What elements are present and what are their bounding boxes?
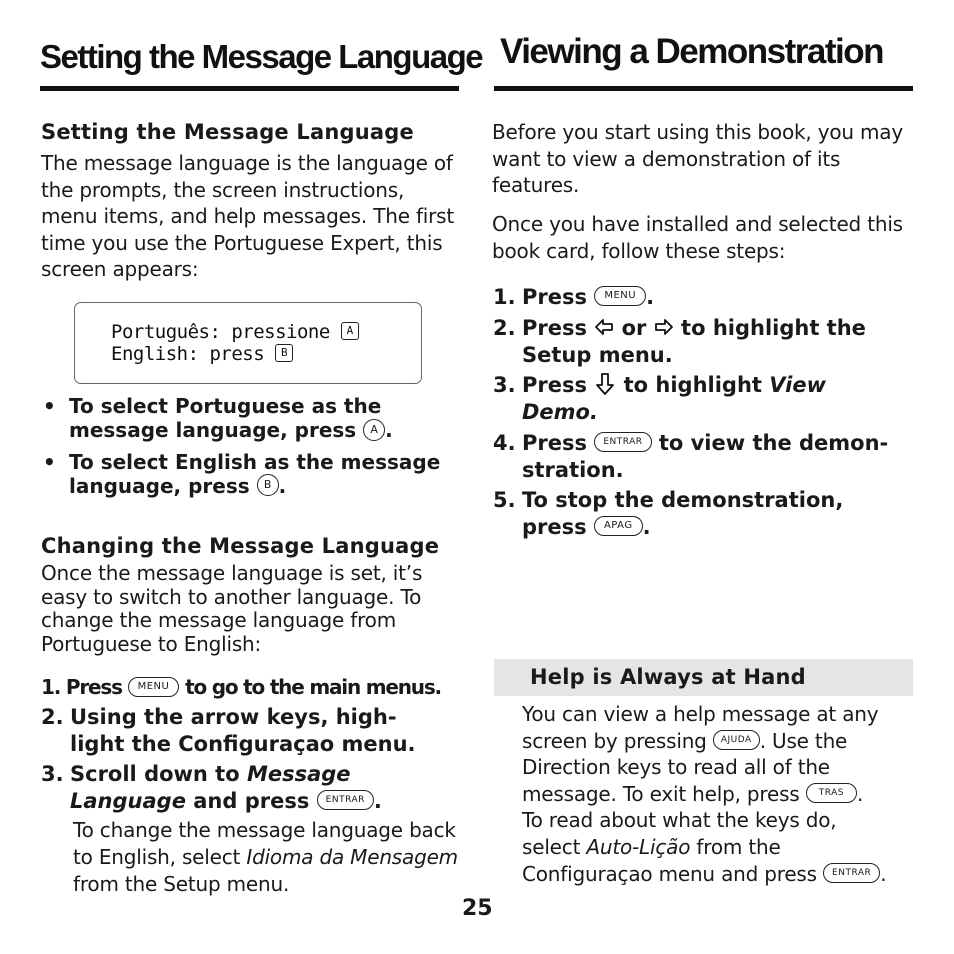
demo-step-4-post: to view the demon- (658, 431, 889, 455)
help-line-3: Direction keys to read all of the (522, 755, 830, 780)
key-a-icon: A (363, 419, 385, 441)
demo-step-5-text: To stop the demonstration, (522, 488, 844, 512)
lcd-screen (74, 302, 422, 384)
entrar-key-icon: ENTRAR (317, 790, 374, 810)
demo-step-3-italic-2: Demo. (522, 400, 598, 424)
down-arrow-icon (594, 372, 616, 396)
demo-step-4 (493, 430, 913, 484)
demo-step-2-line2: Setup menu. (522, 343, 673, 367)
help-line-4-post: . (856, 781, 864, 806)
left-arrow-icon (594, 317, 614, 337)
change-note-post: from the Setup menu. (73, 872, 290, 896)
demo-step-3 (493, 372, 913, 426)
demo-menu-key-icon: MENU (594, 286, 646, 306)
bullet-english: • To select English as the message language, press B . (41, 450, 441, 499)
lcd-line1-text: Português: pressione (111, 321, 330, 343)
bullet-portuguese: • To select Portuguese as the message language, press A . (41, 394, 441, 443)
help-line-7-pre: Configuraçao menu and press (522, 861, 817, 886)
change-note (73, 817, 463, 898)
change-step-3-italic-1: Message (246, 762, 351, 786)
bullet-english-text: To select English as the message language, press (69, 449, 441, 498)
demo-step-2-pre: Press (522, 316, 587, 340)
bullet-portuguese-text: To select Portuguese as the message language, press (69, 394, 382, 442)
help-line-6-post: from the (696, 834, 781, 859)
change-step-2-line2: light the Configuraçao menu. (70, 732, 416, 756)
demo-para-2: Once you have installed and selected this book card, follow these steps: (492, 212, 903, 263)
right-arrow-icon (654, 317, 674, 337)
right-page-heading: Viewing a Demonstration (500, 32, 883, 71)
help-line-2-post: . Use the (759, 728, 848, 753)
demo-step-3-pre: Press (522, 373, 587, 397)
demo-step-3-num: 3. (493, 373, 516, 397)
demo-step-4-line2: stration. (522, 458, 624, 482)
demo-step-2 (493, 315, 913, 369)
demo-step-2-post: to highlight the (681, 316, 866, 340)
demo-step-2-num: 2. (493, 316, 516, 340)
demo-step-1-post: . (646, 285, 655, 309)
help-line-1: You can view a help message at any (522, 702, 879, 726)
help-entrar-key-icon: ENTRAR (823, 863, 880, 883)
change-note-italic: Idioma da Mensagem (246, 845, 458, 869)
demo-step-3-italic-1: View (769, 373, 826, 397)
demo-step-4-num: 4. (493, 431, 516, 455)
menu-key-icon: MENU (128, 677, 180, 697)
change-step-1-post: to go to the main menus. (185, 675, 441, 699)
lcd-line2-text: English: press (111, 343, 265, 365)
section-title-setting: Setting the Message Language (41, 120, 414, 144)
help-line-2-pre: screen by pressing (522, 728, 707, 753)
change-step-3-italic-2: Language (70, 789, 186, 813)
help-line-4-pre: message. To exit help, press (522, 781, 800, 806)
change-step-2-num: 2. (41, 705, 64, 729)
tras-key-icon: TRAS (806, 783, 857, 803)
help-body (522, 701, 917, 887)
help-title: Help is Always at Hand (530, 665, 806, 689)
change-step-2-line1: Using the arrow keys, high- (70, 705, 397, 729)
change-step-3 (41, 761, 461, 815)
change-step-3-pre: Scroll down to (70, 762, 240, 786)
demo-para-1: Before you start using this book, you may want to view a demonstration of its features. (492, 120, 903, 197)
demo-step-1-num: 1. (493, 285, 516, 309)
demo-step-5 (493, 487, 913, 541)
change-step-1-num: 1. (41, 675, 61, 699)
demo-step-1-pre: Press (522, 285, 587, 309)
demo-step-5-pre: press (522, 515, 587, 539)
change-step-3-num: 3. (41, 762, 64, 786)
help-line-7-post: . (880, 861, 887, 886)
left-page-heading: Setting the Message Language (40, 38, 483, 75)
change-step-3-post: . (373, 789, 382, 813)
section-body-setting: The message language is the language of the prompts, the screen instructions, menu items, and help messages. The first time you use the Portuguese Expert, this screen appears: (41, 151, 455, 281)
language-bullets (41, 394, 441, 498)
lcd-key-b-icon: B (275, 344, 293, 362)
change-step-1-pre: Press (65, 675, 122, 699)
demo-step-5-post: . (642, 515, 651, 539)
change-step-3-mid: and press (193, 789, 310, 813)
help-line-6-pre: select (522, 834, 581, 859)
demo-entrar-key-icon: ENTRAR (594, 432, 651, 452)
lcd-line-english (111, 343, 293, 365)
help-line-5: To read about what the keys do, (522, 808, 837, 833)
change-step-2 (41, 704, 461, 758)
demo-step-5-num: 5. (493, 488, 516, 512)
left-heading-rule (40, 86, 459, 91)
apag-key-icon: APAG (594, 516, 643, 536)
change-note-pre: To change the message language back to English, select (73, 818, 456, 869)
page-number: 25 (462, 896, 493, 921)
change-step-1 (41, 674, 441, 701)
demo-step-4-pre: Press (522, 431, 587, 455)
section-body-changing: Once the message language is set, it’s easy to switch to another language. To change the message language from Portuguese to English: (41, 561, 423, 656)
help-line-6-italic: Auto-Lição (586, 834, 691, 859)
ajuda-key-icon: AJUDA (713, 730, 760, 750)
right-heading-rule (494, 86, 913, 91)
key-b-icon: B (257, 474, 279, 496)
lcd-key-a-icon: A (341, 322, 359, 340)
demo-step-3-post: to highlight (623, 373, 762, 397)
section-title-changing: Changing the Message Language (41, 534, 440, 558)
demo-step-1 (493, 284, 654, 311)
demo-step-2-mid: or (621, 316, 647, 340)
lcd-line-portuguese (111, 321, 359, 343)
